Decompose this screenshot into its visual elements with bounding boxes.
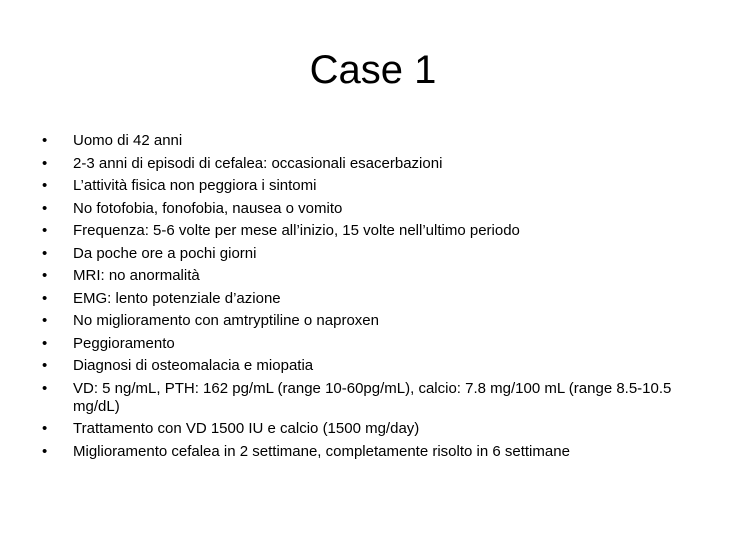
bullet-dot: • [42,334,48,352]
bullet-text: Miglioramento cefalea in 2 settimane, completamente risolto in 6 settimane [73,442,570,460]
bullet-item [42,245,692,263]
bullet-item [42,420,692,438]
slide-title: Case 1 [309,48,437,92]
bullet-item [42,267,692,285]
bullet-item [42,222,692,240]
bullet-dot: • [42,420,48,437]
bullet-dot: • [42,357,48,374]
bullet-text: 2-3 anni di episodi di cefalea: occasionali esacerbazioni [73,154,443,172]
bullet-item [42,132,692,150]
bullet-text: MRI: no anormalità [73,267,200,284]
bullet-item [42,335,692,353]
bullet-item [42,380,692,416]
bullet-item [42,177,692,195]
bullet-text: L’attività fisica non peggiora i sintomi [73,177,317,194]
bullet-item [42,312,692,330]
bullet-dot: • [42,267,48,284]
bullet-dot: • [42,154,48,172]
bullet-item [42,155,692,173]
bullet-text: No fotofobia, fonofobia, nausea o vomito [73,199,343,217]
bullet-dot: • [42,312,48,329]
bullet-item [42,200,692,218]
bullet-dot: • [42,442,48,460]
bullet-dot: • [42,177,48,194]
bullet-item [42,357,692,375]
bullet-dot: • [42,132,48,149]
bullet-dot: • [42,222,48,239]
bullet-dot: • [42,199,48,217]
bullet-item [42,443,692,461]
bullet-text: Da poche ore a pochi giorni [73,244,257,262]
bullet-item [42,290,692,308]
bullet-text: No miglioramento con amtryptiline o naproxen [73,312,379,329]
bullet-text: VD: 5 ng/mL, PTH: 162 pg/mL (range 10-60pg/mL), calcio: 7.8 mg/100 mL (range 8.5-10.5 mg/dL) [73,379,672,415]
bullet-text: Frequenza: 5-6 volte per mese all’inizio, 15 volte nell’ultimo periodo [73,222,520,239]
bullet-list [42,132,692,465]
bullet-text: Uomo di 42 anni [73,132,183,149]
bullet-text: EMG: lento potenziale d’azione [73,289,281,307]
bullet-dot: • [42,244,48,262]
bullet-dot: • [42,289,48,307]
bullet-text: Peggioramento [73,334,175,352]
bullet-dot: • [42,379,48,397]
bullet-text: Trattamento con VD 1500 IU e calcio (1500 mg/day) [73,420,420,437]
bullet-text: Diagnosi di osteomalacia e miopatia [73,357,314,374]
